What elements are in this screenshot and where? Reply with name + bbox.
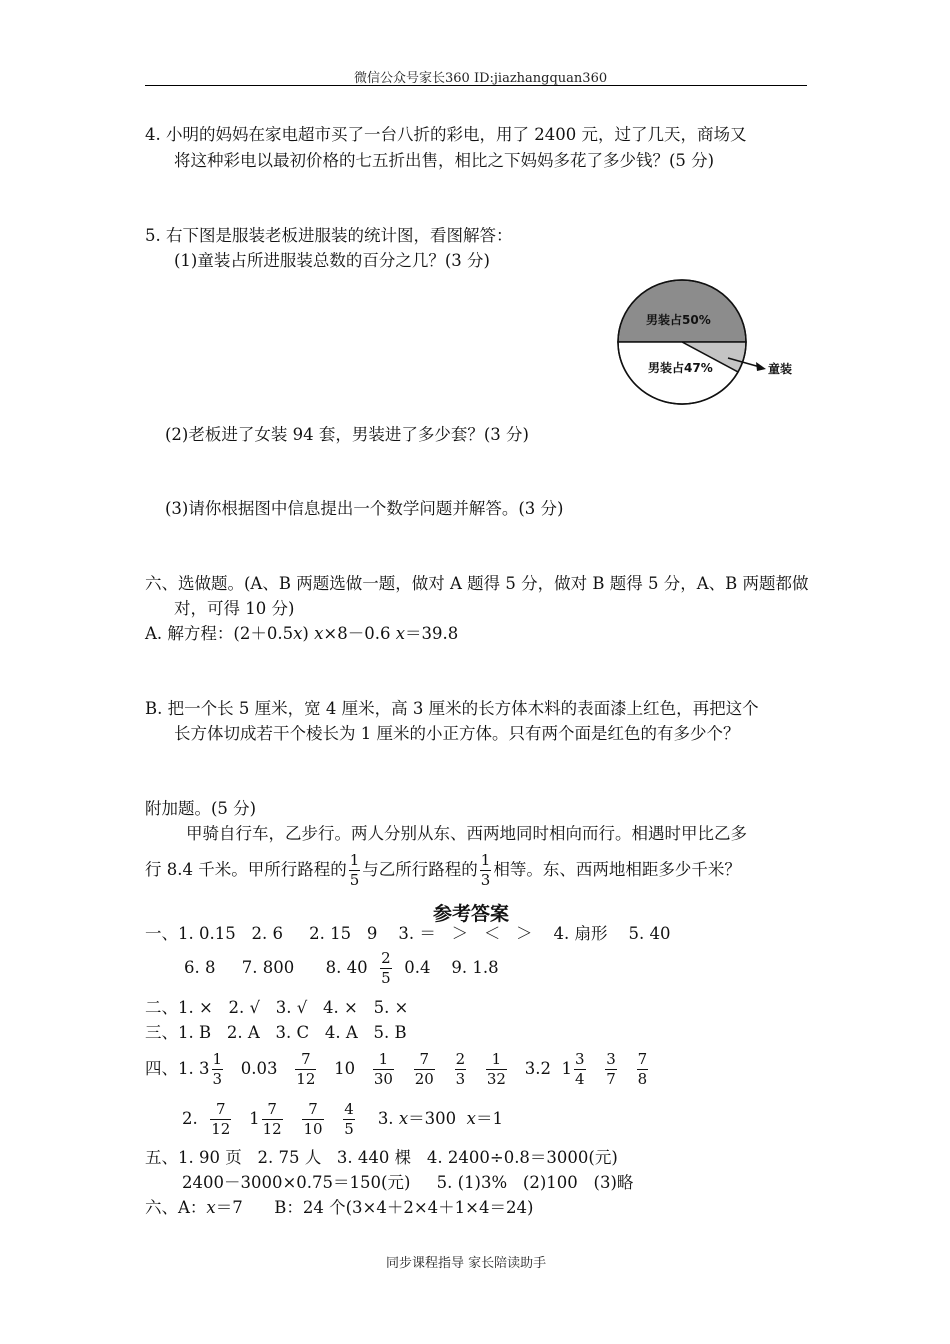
frac-one-third: $\frac{1}{3}$ — [480, 851, 491, 889]
pie-slice-men-50 — [618, 280, 746, 342]
mixed-3-1-3: 3 $\frac{1}{3}$ — [199, 1049, 223, 1088]
answers-1-line1: 一、1. 0.15 2. 6 2. 15 9 3. ＝ ＞ ＜ ＞ 4. 扇形 5. 40 — [145, 924, 671, 943]
page-header: 微信公众号家长360 ID:jiazhangquan360 — [354, 71, 608, 86]
answers-4-line1: 四、1. 3 $\frac{1}{3}$ 0.03 $\frac{7}{12}$ 10 $\frac{1}{30}$ $\frac{7}{20}$ $\frac{2}{3}$ $\frac{1}{32}$ 3.2 1 $\frac{3}{4}$ $\frac{3}{7}$ $\frac{7}{8}$ — [145, 1049, 648, 1088]
header-rule — [145, 85, 807, 86]
answers-5-line2: 2400－3000×0.75＝150(元) 5. (1)3% (2)100 (3)略 — [182, 1173, 634, 1192]
pie-label-men-50: 男装占50% — [646, 313, 711, 327]
frac-1-30: $\frac{1}{30}$ — [373, 1050, 393, 1088]
pie-arrow-head — [756, 362, 766, 371]
pie-chart — [610, 278, 810, 410]
answers-2: 二、1. × 2. √ 3. √ 4. × 5. × — [145, 998, 409, 1017]
answers-6: 六、A：x＝7 B：24 个(3×4＋2×4＋1×4＝24) — [145, 1198, 534, 1217]
answers-3: 三、1. B 2. A 3. C 4. A 5. B — [145, 1023, 407, 1042]
frac-two-fifths: $\frac{2}{5}$ — [381, 949, 391, 987]
answers-5-line1: 五、1. 90 页 2. 75 人 3. 440 棵 4. 2400÷0.8＝3000(元) — [145, 1148, 618, 1167]
s6-line2: 对，可得 10 分) — [174, 599, 295, 618]
frac-7-20: $\frac{7}{20}$ — [414, 1050, 434, 1088]
frac-3-7: $\frac{3}{7}$ — [606, 1050, 616, 1088]
answers-4-line2: 2. $\frac{7}{12}$ 1 $\frac{7}{12}$ $\frac{7}{10}$ $\frac{4}{5}$ 3. x＝300 x＝1 — [182, 1099, 503, 1138]
mixed-1-3-4: 1 $\frac{3}{4}$ — [561, 1049, 585, 1088]
s6-line1: 六、选做题。(A、B 两题选做一题，做对 A 题得 5 分，做对 B 题得 5 分，A、B 两题都做 — [145, 574, 809, 593]
frac-one-fifth: $\frac{1}{5}$ — [349, 851, 360, 889]
s6-equation: A. 解方程：(2＋0.5x) x×8－0.6 x＝39.8 — [145, 624, 459, 643]
frac-7-12: $\frac{7}{12}$ — [296, 1050, 316, 1088]
frac-7-8: $\frac{7}{8}$ — [637, 1050, 648, 1088]
bonus-line2: 行 8.4 千米。甲所行路程的 $\frac{1}{5}$ 与乙所行路程的 $\frac{1}{3}$ 相等。东、西两地相距多少千米？ — [145, 851, 741, 889]
frac-7-12b: $\frac{7}{12}$ — [211, 1100, 231, 1138]
frac-2-3: $\frac{2}{3}$ — [455, 1050, 466, 1088]
frac-7-10: $\frac{7}{10}$ — [303, 1100, 323, 1138]
q5-part3: (3)请你根据图中信息提出一个数学问题并解答。(3 分) — [165, 499, 564, 518]
frac-4-5: $\frac{4}{5}$ — [344, 1100, 354, 1138]
s6-b-line1: B. 把一个长 5 厘米，宽 4 厘米，高 3 厘米的长方体木料的表面漆上红色，再把这个 — [145, 699, 759, 718]
frac-1-32: $\frac{1}{32}$ — [486, 1050, 506, 1088]
s6-b-line2: 长方体切成若干个棱长为 1 厘米的小正方体。只有两个面是红色的有多少个？ — [174, 724, 740, 743]
mixed-1-7-12: 1 $\frac{7}{12}$ — [249, 1099, 282, 1138]
bonus-title: 附加题。(5 分) — [145, 799, 257, 818]
bonus-line1: 甲骑自行车，乙步行。两人分别从东、西两地同时相向而行。相遇时甲比乙多 — [186, 824, 747, 843]
q5-part1: (1)童装占所进服装总数的百分之几？(3 分) — [174, 251, 490, 270]
q4-line2: 将这种彩电以最初价格的七五折出售，相比之下妈妈多花了多少钱？(5 分) — [174, 151, 715, 170]
pie-label-men-47: 男装占47% — [648, 361, 713, 375]
answers-title: 参考答案 — [433, 903, 510, 925]
page-footer: 同步课程指导 家长陪读助手 — [386, 1256, 547, 1271]
q5-part2: (2)老板进了女装 94 套，男装进了多少套？(3 分) — [165, 425, 529, 444]
answers-1-line2: 6. 8 7. 800 8. 40 $\frac{2}{5}$ 0.4 9. 1.8 — [184, 949, 499, 987]
q4-line1: 4. 小明的妈妈在家电超市买了一台八折的彩电，用了 2400 元，过了几天，商场又 — [145, 125, 747, 144]
q5-intro: 5. 右下图是服装老板进服装的统计图，看图解答： — [145, 226, 513, 245]
pie-label-children: 童装 — [768, 362, 793, 376]
